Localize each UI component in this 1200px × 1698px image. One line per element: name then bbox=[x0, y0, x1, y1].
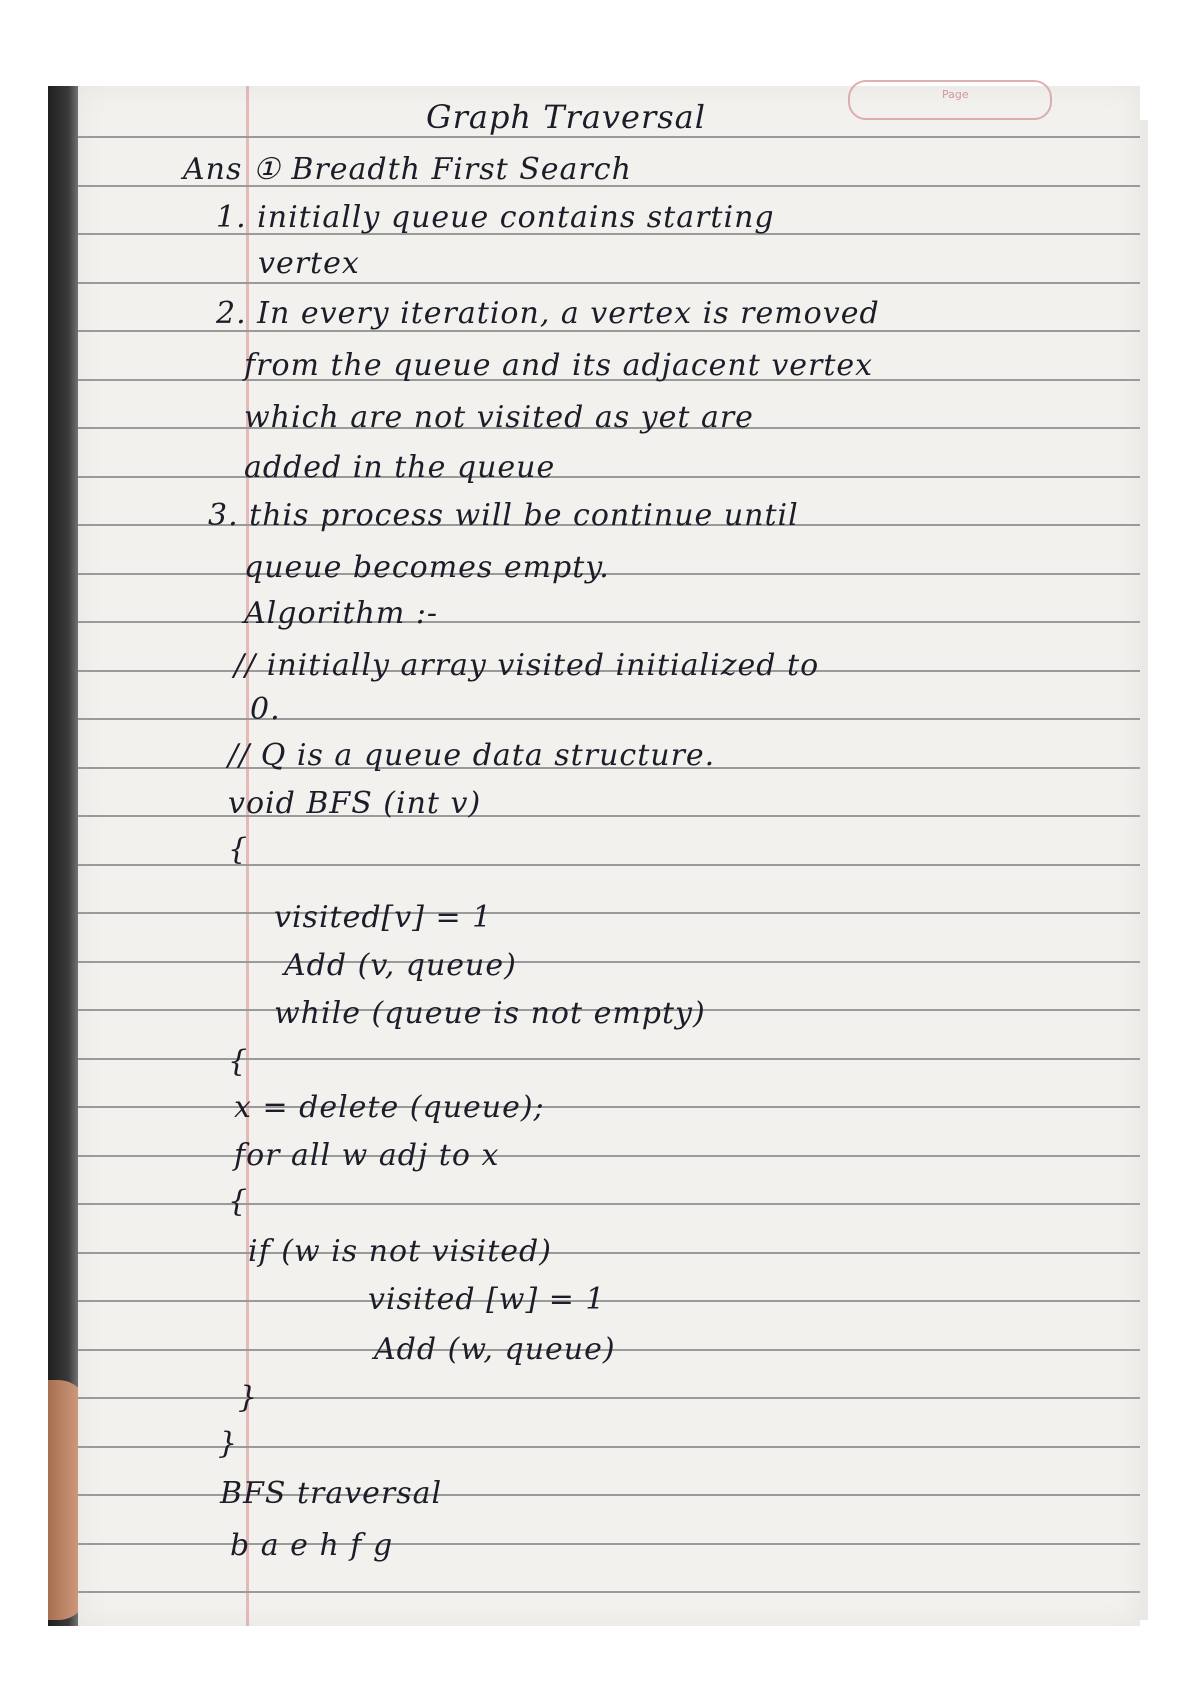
text-line: { bbox=[228, 1184, 249, 1219]
text-line: BFS traversal bbox=[220, 1476, 443, 1511]
text-line: from the queue and its adjacent vertex bbox=[244, 348, 874, 383]
text-line: 2. In every iteration, a vertex is removed bbox=[216, 296, 880, 331]
text-line: for all w adj to x bbox=[234, 1138, 500, 1173]
page-number-label: Page bbox=[942, 88, 969, 101]
ruled-line bbox=[78, 282, 1140, 284]
text-line: Algorithm :- bbox=[244, 596, 439, 631]
text-line: Ans ① Breadth First Search bbox=[183, 152, 632, 187]
text-line: Add (v, queue) bbox=[284, 948, 517, 983]
page-title: Graph Traversal bbox=[426, 98, 706, 136]
ruled-line bbox=[78, 1300, 1140, 1302]
text-line: // initially array visited initialized to bbox=[234, 648, 820, 683]
ruled-line bbox=[78, 621, 1140, 623]
text-line: } bbox=[238, 1380, 259, 1415]
text-line: // Q is a queue data structure. bbox=[228, 738, 716, 773]
text-line: x = delete (queue); bbox=[234, 1090, 545, 1125]
ruled-line bbox=[78, 912, 1140, 914]
text-line: queue becomes empty. bbox=[244, 550, 610, 585]
text-line: { bbox=[228, 1044, 249, 1079]
text-line: { bbox=[228, 832, 249, 867]
page-number-box bbox=[848, 80, 1052, 120]
ruled-line bbox=[78, 476, 1140, 478]
text-line: b a e h f g bbox=[230, 1528, 394, 1563]
text-line: vertex bbox=[258, 246, 360, 281]
ruled-line bbox=[78, 961, 1140, 963]
text-line: added in the queue bbox=[244, 450, 556, 485]
ruled-line bbox=[78, 1252, 1140, 1254]
ruled-line bbox=[78, 136, 1140, 138]
text-line: while (queue is not empty) bbox=[274, 996, 706, 1031]
text-line: visited [w] = 1 bbox=[368, 1282, 606, 1317]
ruled-line bbox=[78, 1591, 1140, 1593]
ruled-line bbox=[78, 718, 1140, 720]
text-line: void BFS (int v) bbox=[228, 786, 482, 821]
text-line: which are not visited as yet are bbox=[244, 400, 754, 435]
text-line: 3. this process will be continue until bbox=[208, 498, 799, 533]
text-line: 0. bbox=[250, 692, 281, 727]
text-line: } bbox=[218, 1426, 239, 1461]
text-line: 1. initially queue contains starting bbox=[216, 200, 775, 235]
notebook-page bbox=[78, 86, 1140, 1626]
text-line: if (w is not visited) bbox=[248, 1234, 552, 1269]
text-line: visited[v] = 1 bbox=[274, 900, 493, 935]
text-line: Add (w, queue) bbox=[374, 1332, 616, 1367]
